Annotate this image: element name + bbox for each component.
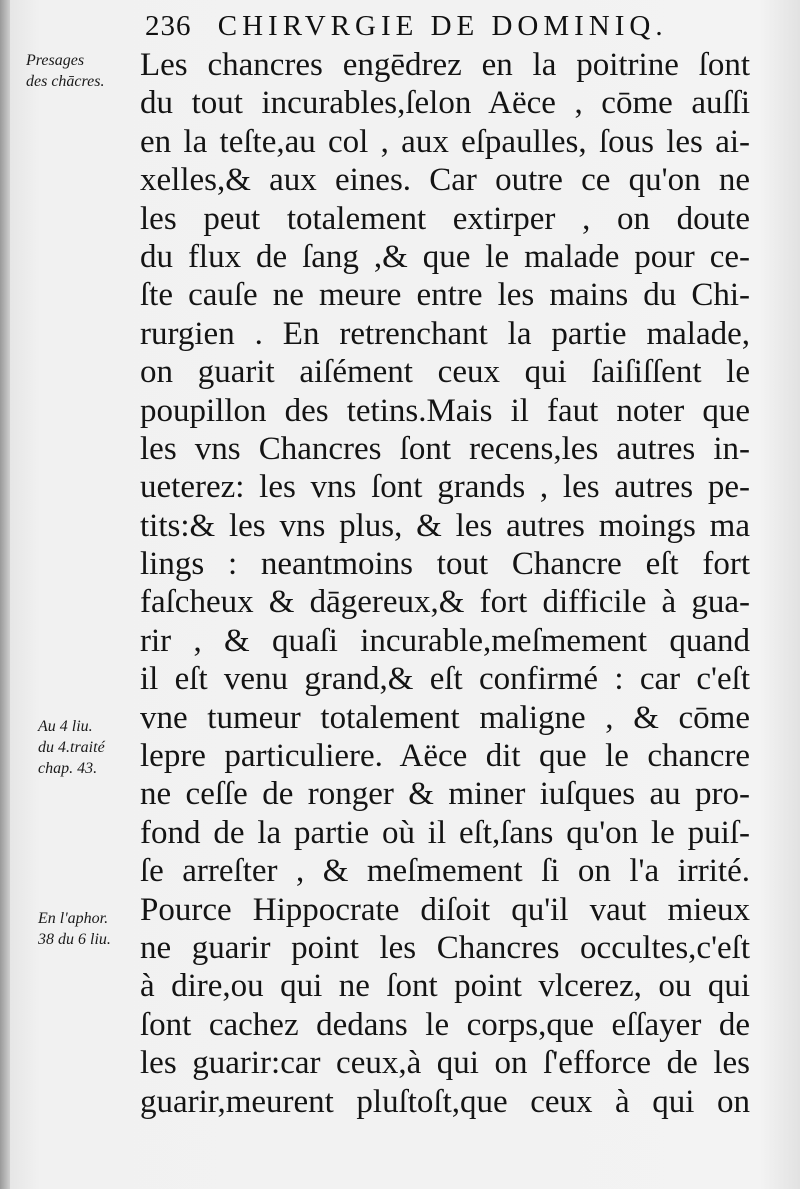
margin-note-reference-aece [38,716,148,779]
text-line: fond de la partie où il eſt,ſans qu'on le puiſ- [140,814,750,851]
text-line: en la teſte,au col , aux eſpaulles, ſous les ai- [140,123,750,160]
text-line: lepre particuliere. Aëce dit que le chancre [140,738,750,775]
margin-note-line: Presages [26,52,85,69]
margin-note-line: des chācres. [26,73,105,90]
text-line: Les chancres engēdrez en la poitrine ſont [140,47,750,83]
text-line: vne tumeur totalement maligne , & cōme [140,699,750,736]
text-line: du flux de ſang ,& que le malade pour ce- [140,238,750,275]
text-line: tits:& les vns plus, & les autres moings ma [140,507,750,544]
margin-note-line: chap. 43. [38,760,98,777]
text-line: ſe arreſter , & meſmement ſi on l'a irrité. [140,853,750,890]
running-header [145,10,745,46]
text-line: poupillon des tetins.Mais il faut noter que [140,392,750,429]
text-line: ne ceſſe de ronger & miner iuſques au pro- [140,776,750,813]
text-line: guarir,meurent pluſtoſt,que ceux à qui on [140,1083,750,1120]
running-title: CHIRVRGIE DE DOMINIQ. [217,10,668,42]
margin-note-presages [26,50,136,92]
page-binding-edge [0,0,10,1189]
text-line: ſont cachez dedans le corps,que eſſayer de [140,1006,750,1043]
text-line: Pource Hippocrate diſoit qu'il vaut mieux [140,891,750,928]
body-text [140,46,750,1121]
text-line: lings : neantmoins tout Chancre eſt fort [140,546,750,583]
text-line: rir , & quaſi incurable,meſmement quand [140,622,750,659]
text-line: les peut totalement extirper , on doute [140,200,750,237]
text-line: ſte cauſe ne meure entre les mains du Chi- [140,277,750,314]
text-line: les guarir:car ceux,à qui on ſ'efforce de les [140,1045,750,1082]
text-line: les vns Chancres ſont recens,les autres in- [140,430,750,467]
margin-note-line: 38 du 6 liu. [38,931,111,948]
margin-note-line: En l'aphor. [38,910,109,927]
margin-note-line: Au 4 liu. [38,718,93,735]
text-line: du tout incurables,ſelon Aëce , cōme auſſi [140,85,750,122]
text-line: on guarit aiſément ceux qui ſaiſiſſent le [140,354,750,391]
page-number: 236 [145,10,192,42]
margin-note-reference-aphorism [38,908,148,950]
text-line: faſcheux & dāgereux,& fort difficile à gua- [140,584,750,621]
text-line: ueterez: les vns ſont grands , les autres pe- [140,469,750,506]
margin-note-line: du 4.traité [38,739,105,756]
text-line: ne guarir point les Chancres occultes,c'eſt [140,929,750,966]
text-line: il eſt venu grand,& eſt confirmé : car c'eſt [140,661,750,698]
text-line: rurgien . En retrenchant la partie malade, [140,315,750,352]
text-line: à dire,ou qui ne ſont point vlcerez, ou qui [140,968,750,1005]
text-line: xelles,& aux eines. Car outre ce qu'on ne [140,162,750,199]
